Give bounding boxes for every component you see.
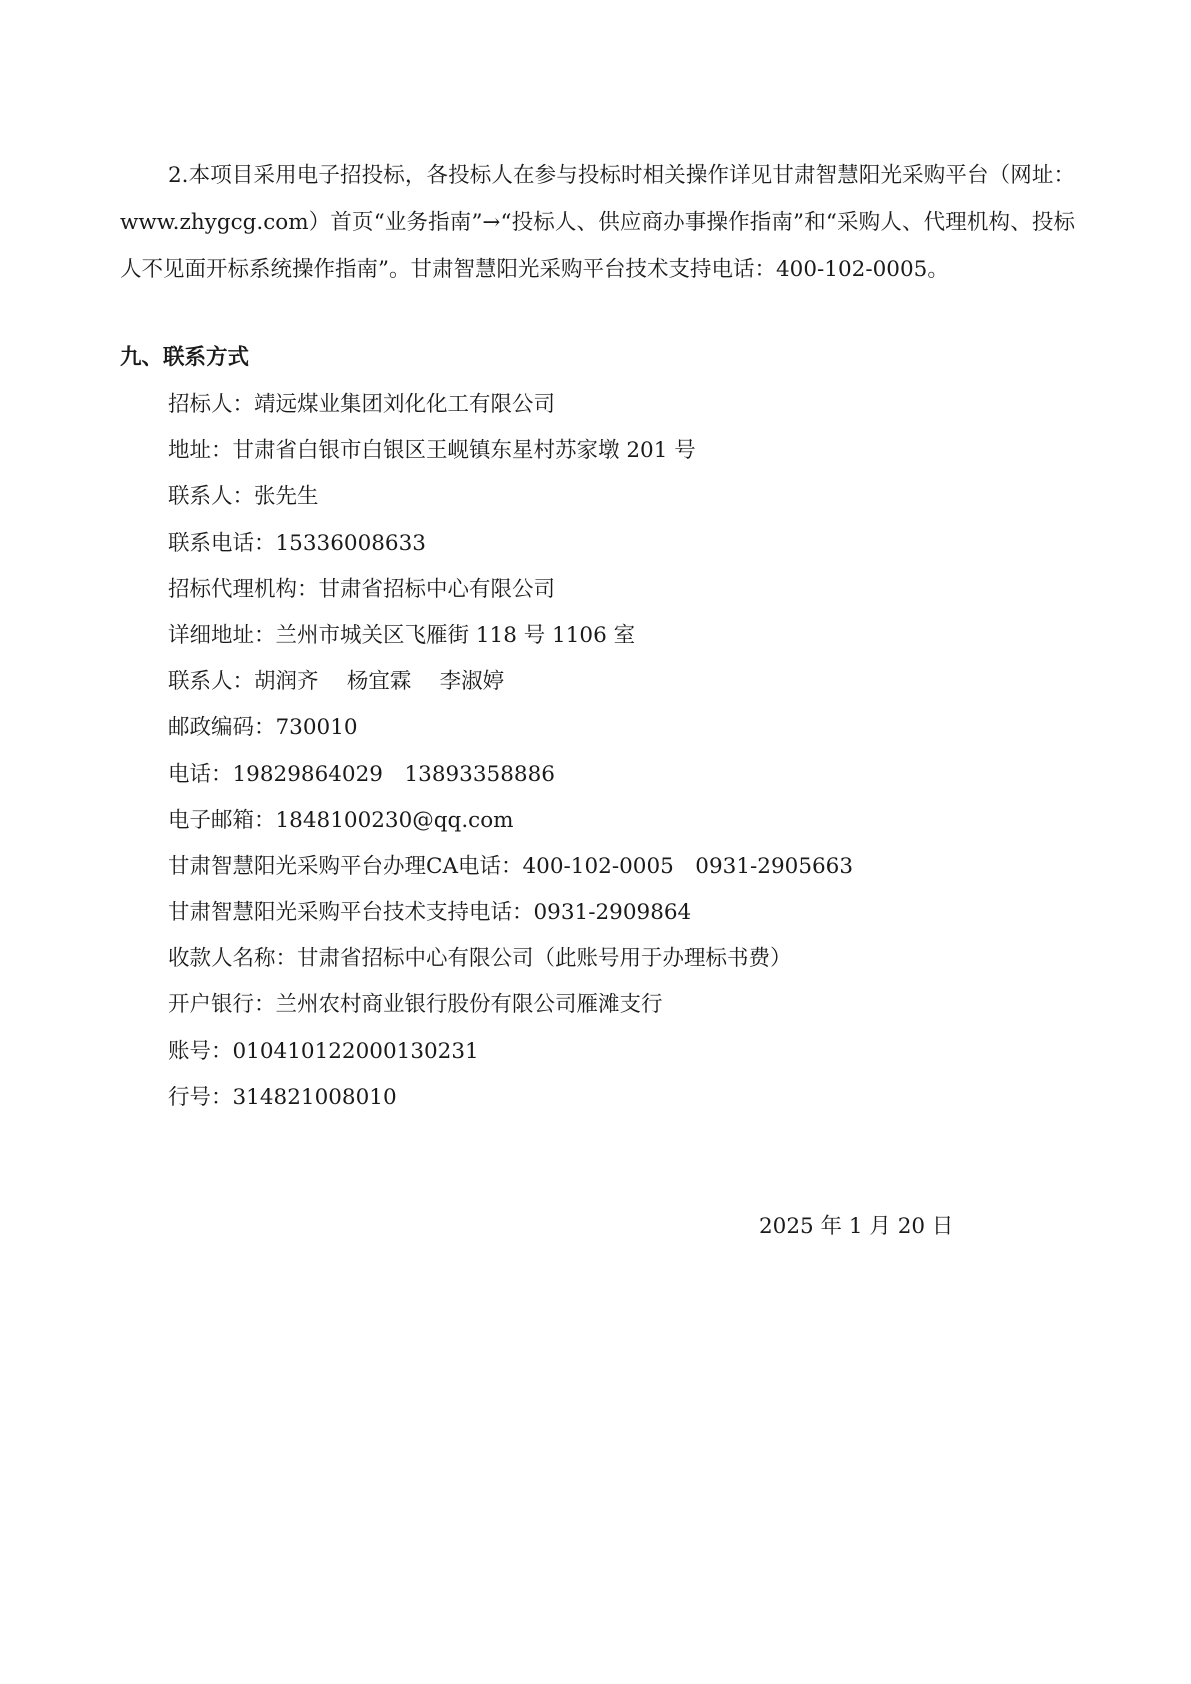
contact-line-account: 账号：010410122000130231 — [168, 1038, 479, 1064]
document-date: 2025 年 1 月 20 日 — [759, 1214, 954, 1239]
contact-line-agency-contacts: 联系人：胡润齐 杨宜霖 李淑婷 — [168, 669, 505, 695]
contact-line-ca-phone: 甘肃智慧阳光采购平台办理CA电话：400-102-0005 0931-2905663 — [168, 853, 854, 879]
contact-line-email: 电子邮箱：1848100230@qq.com — [168, 807, 514, 833]
platform-instructions-paragraph: 2.本项目采用电子招投标，各投标人在参与投标时相关操作详见甘肃智慧阳光采购平台（网址：www.zhygcg.com）首页“业务指南”→“投标人、供应商办事操作指南”和“采购人、代理机构、投标人不见面开标系统操作指南”。甘肃智慧阳光采购平台技术支持电话：400-102-0005。 — [120, 163, 1075, 282]
contact-line-agency-phone: 电话：19829864029 13893358886 — [168, 761, 555, 787]
contact-line-postcode: 邮政编码：730010 — [168, 715, 358, 741]
contact-line-contact-person: 联系人：张先生 — [168, 484, 319, 510]
contact-line-payee: 收款人名称：甘肃省招标中心有限公司（此账号用于办理标书费） — [168, 946, 792, 972]
contact-list — [168, 382, 1068, 1121]
contact-line-agency: 招标代理机构：甘肃省招标中心有限公司 — [168, 576, 556, 602]
contact-line-tenderer: 招标人：靖远煤业集团刘化化工有限公司 — [168, 392, 556, 417]
contact-line-bank: 开户银行：兰州农村商业银行股份有限公司雁滩支行 — [168, 992, 663, 1018]
section-heading-contact: 九、联系方式 — [120, 345, 250, 370]
contact-line-agency-address: 详细地址：兰州市城关区飞雁街 118 号 1106 室 — [168, 622, 636, 648]
contact-line-bank-code: 行号：314821008010 — [168, 1084, 397, 1110]
contact-line-support-phone: 甘肃智慧阳光采购平台技术支持电话：0931-2909864 — [168, 900, 692, 926]
contact-line-phone: 联系电话：15336008633 — [168, 530, 426, 556]
contact-line-address: 地址：甘肃省白银市白银区王岘镇东星村苏家墩 201 号 — [168, 438, 696, 464]
